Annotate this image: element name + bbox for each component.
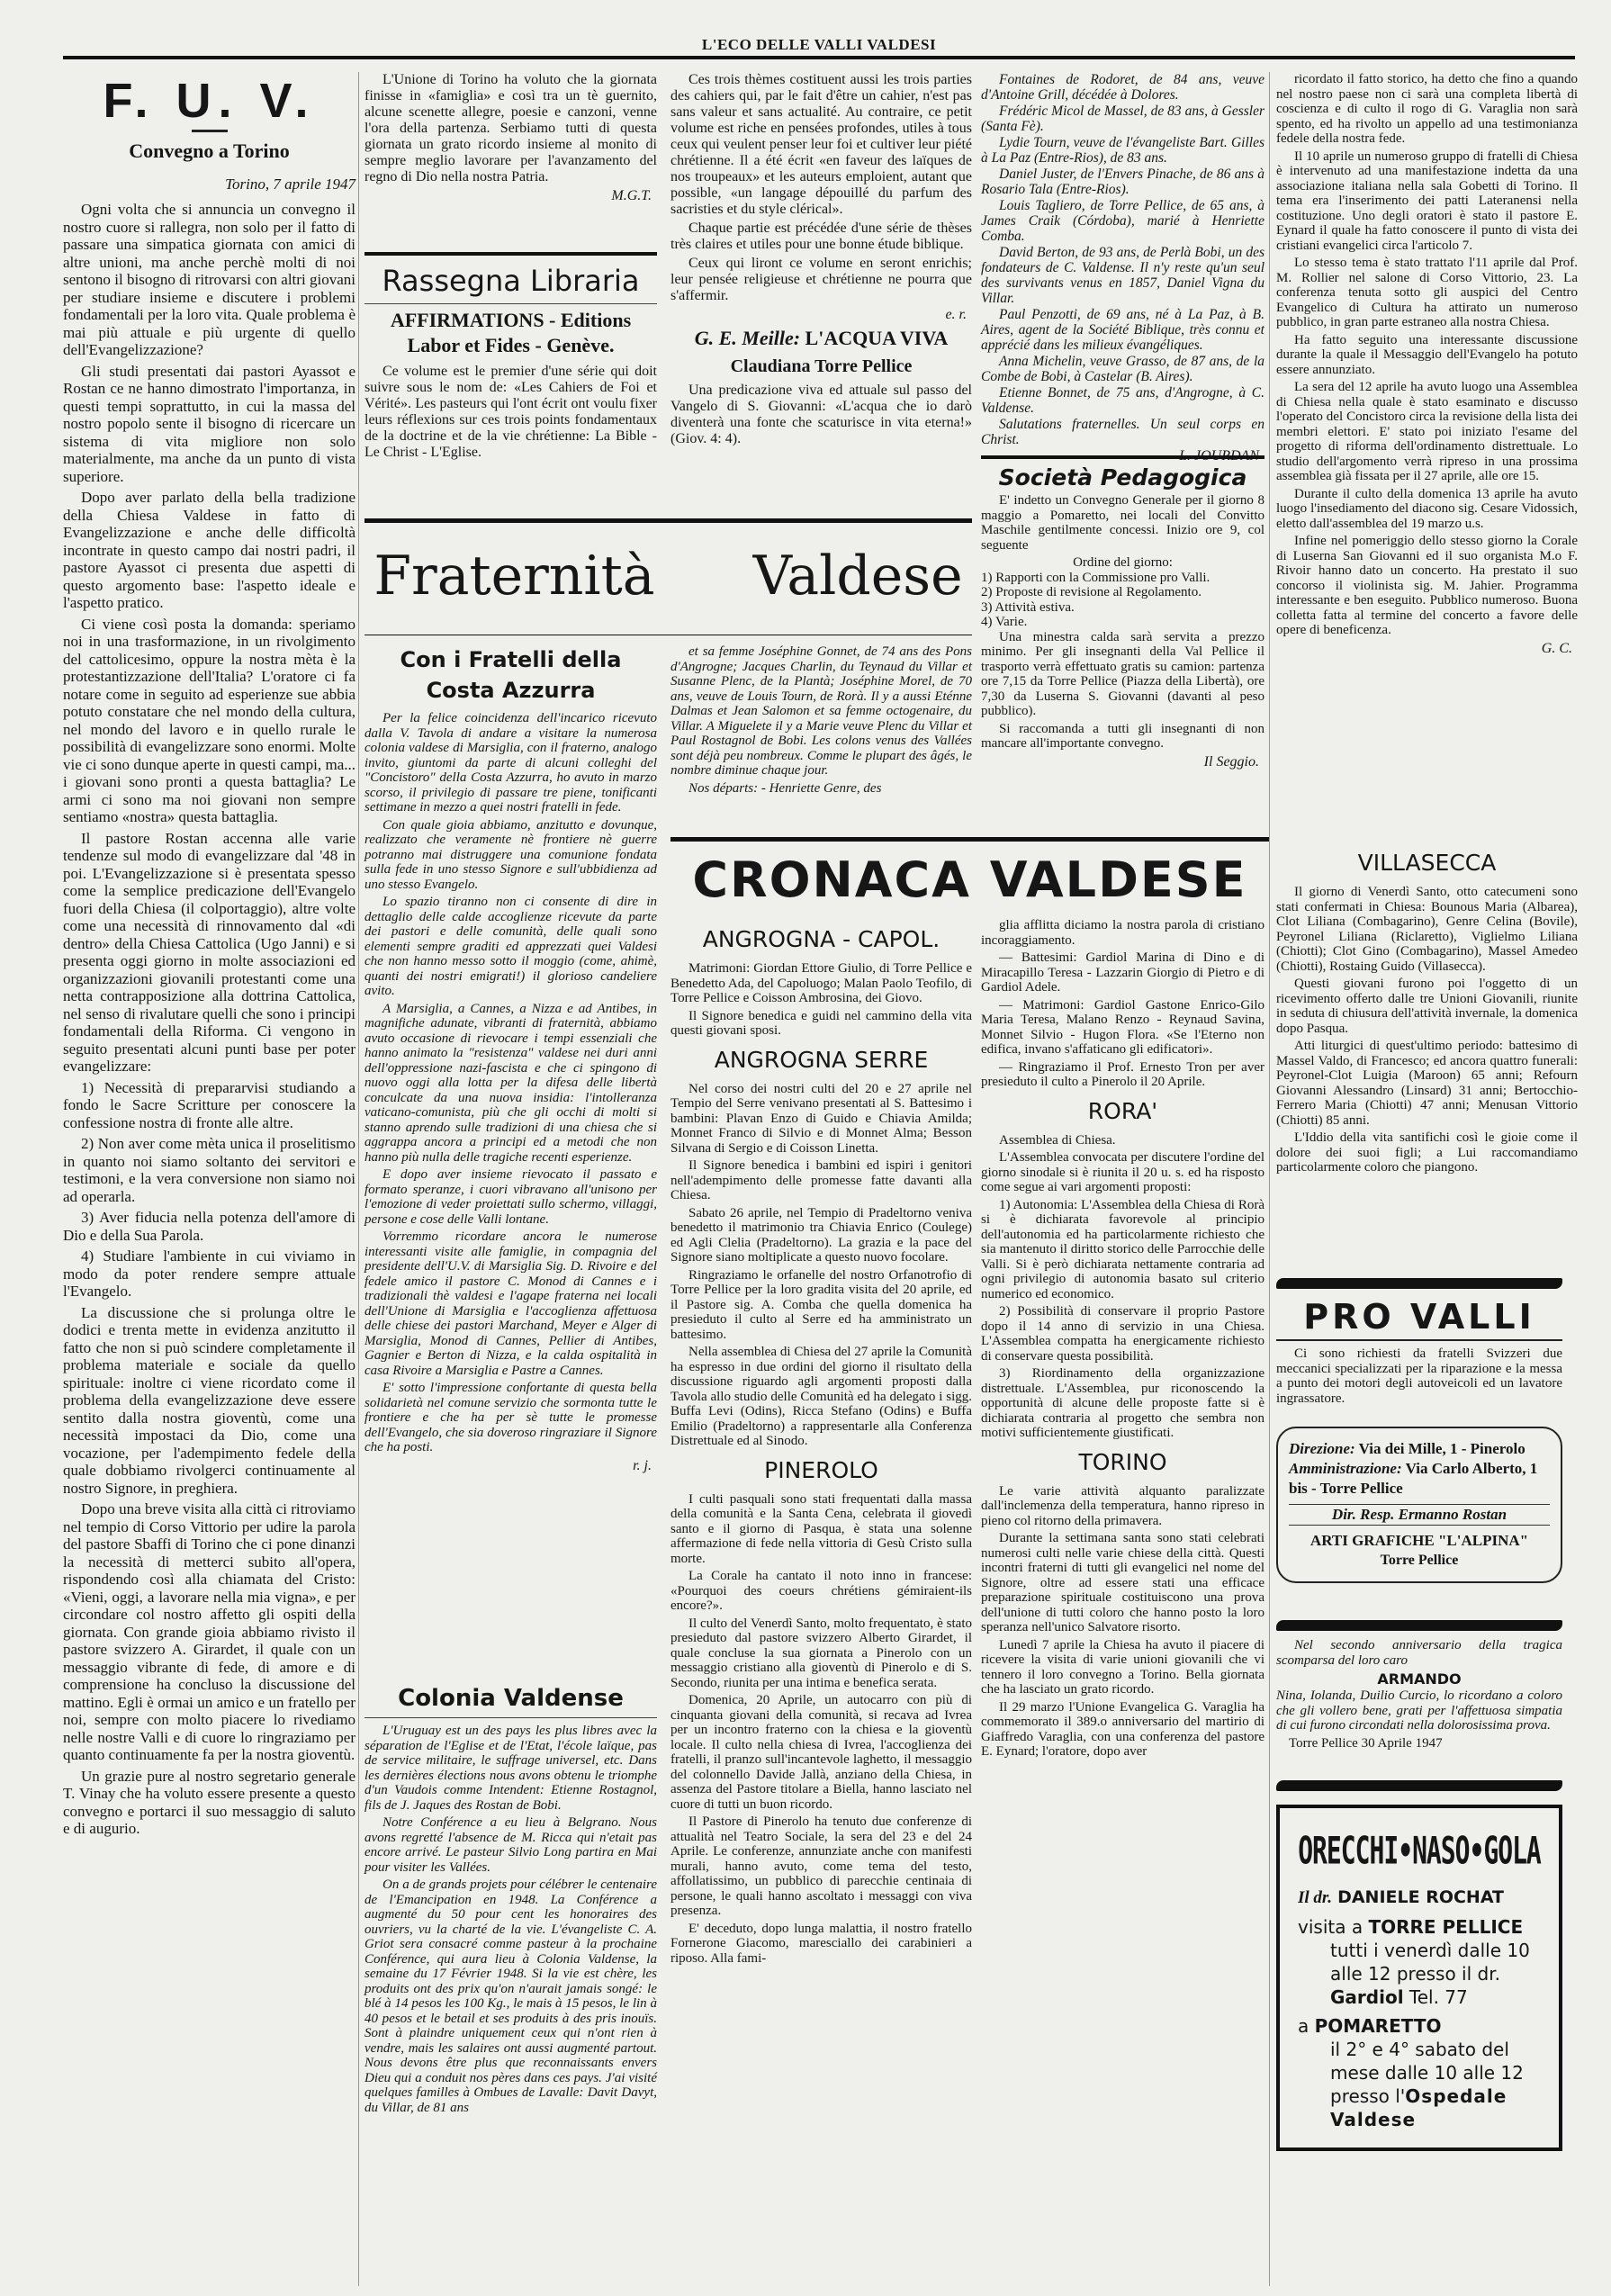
paragraph: A Marsiglia, a Cannes, a Nizza e ad Antibes, in magnifiche adunate, vibranti di fraternità, abbiamo avuto occasione di rievocare i tempi essenziali che hanno animato la "resistenza" valdese nei duri anni dell'oppressione nazi-fascista e che ci spingono di nuovo oggi alla lotta per la difesa delle libertà conculcate da una nuova insidia: l'intolleranza vaticano-comunista, più che gli occhi di molti si stanno aprendo sulle tradizioni di una chiesa che si aggrappa ancora a principi ed a metodi che non hanno più nulla delle tragiche recenti esperienze.	[364, 1001, 657, 1165]
paragraph: David Berton, de 93 ans, de Perlà Bobi, un des fondateurs de C. Valdense. Il n'y reste qu'un seul des survivants venus en 1857, Daniel Vigna du Villar.	[981, 245, 1264, 306]
paragraph: Fontaines de Rodoret, de 84 ans, veuve d'Antoine Grill, décédée à Dolores.	[981, 72, 1264, 103]
paragraph: Nella assemblea di Chiesa del 27 aprile la Comunità ha espresso in due ordini del giorno il risultato della discussione riguardo agli argomenti proposti dalla Tavola allo studio delle Comunità ed ha delegato i sigg. Buffa Levi (Odins), Ricca Stefano (Odins) e Buffa Emilio (Pradeltorno) a rappresentarle alla Conferenza Distrettuale ed al Sinodo.	[670, 1345, 972, 1448]
pro-valli	[1276, 1296, 1562, 1409]
paragraph: Il giorno di Venerdì Santo, otto catecumeni sono stati confermati in Chiesa: Bounous Maria (Albarea), Clot Liliana (Combagarino), Genre Celina (Bovile), Peyronel Liliana (Riclaretto), Viglielmo Liliana (Chiotti); Clot Gino (Combagarino), Massel Amedeo (Chiotti), Rostaing Guido (Villasecca).	[1276, 885, 1578, 974]
paragraph: Etienne Bonnet, de 75 ans, d'Angrogne, à C. Valdense.	[981, 385, 1264, 416]
printer: ARTI GRAFICHE "L'ALPINA"	[1310, 1532, 1529, 1549]
paragraph: Assemblea di Chiesa.	[999, 1132, 1116, 1148]
ad-place1-detail: tutti i venerdì dalle 10 alle 12 presso il	[1330, 1940, 1530, 1985]
masthead: L'ECO DELLE VALLI VALDESI	[701, 36, 937, 53]
signature: G. C.	[1541, 640, 1572, 656]
paragraph: I culti pasquali sono stati frequentati dalla massa della comunità e la Santa Cena, celebrata il giovedì santo e il giorno di Pasqua, è stata una solenne affermazione di fede nella vittoria di Gesù Cristo sulla morte.	[670, 1491, 972, 1566]
paragraph: Il Signore benedica i bambini ed ispiri i genitori nell'adempimento delle promesse fatte davanti alla Chiesa.	[670, 1158, 972, 1202]
fuv-title: F. U. V.	[103, 74, 316, 128]
fuv-subtitle: Convegno a Torino	[129, 140, 290, 162]
section-rule	[364, 518, 972, 523]
paragraph: La discussione che si prolunga oltre le dodici e trenta mette in evidenza anzitutto il fatto che non si può scindere completamente il problema materiale e sociale da quello spirituale: inoltre ci viene ricordato come il problema della evangelizzazione deve essere sentito dalla nostra gioventù, come una necessità impostaci da Dio, come una vocazione, per l'adempimento fedele della quale dobbiamo rivolgerci continuamente al nostro Signore, in preghiera.	[63, 1303, 356, 1497]
ad-visit-prefix: visita a	[1298, 1916, 1364, 1938]
paragraph: La Corale ha cantato il noto inno in francese: «Pourquoi des coeurs chrétiens gémiraient-ils encore?».	[670, 1569, 972, 1613]
paragraph: — Battesimi: Gardiol Marina di Dino e di Miracapillo Teresa - Lazzarin Giorgio di Pietro e di Gardiol Adele.	[981, 950, 1264, 995]
paragraph: ricordato il fatto storico, ha detto che fino a quando nel nostro paese non ci sarà una completa libertà di coscienza e di culto il rogo di G. Varaglia non sarà spento, ed ha rivolto un appello ad una testimonianza fedele della nostra fede.	[1276, 72, 1578, 146]
divider	[364, 1717, 657, 1718]
paragraph: Una minestra calda sarà servita a prezzo minimo. Per gli insegnanti della Val Pellice il trasporto verrà effettuato gratis su camion: partenza ore 7,15 da Torre Pellice (Piazza della Libertà), ore 7,30 da Luserna S. Giovanni (davanti al peso pubblico).	[981, 629, 1264, 718]
book2-publisher: Claudiana Torre Pellice	[730, 356, 913, 376]
paragraph: Questi giovani furono poi l'oggetto di un ricevimento offerto dalle tre Unioni Giovanili, riunite in seduta di chiusura dell'attività invernale, la domenica dopo Pasqua.	[1276, 977, 1578, 1036]
paragraph: E' sotto l'impressione confortante di questa bella solidarietà nel comune servizio che sormonta tutte le frontiere e che ha per sè tutte le promesse dell'Evangelo, che sia doveroso ringraziare il Signore che ha posti.	[364, 1381, 657, 1454]
paragraph: Daniel Juster, de l'Envers Pinache, de 86 ans à Rosario Tala (Entre-Rios).	[981, 167, 1264, 197]
paragraph: Si raccomanda a tutti gli insegnanti di non mancare all'importante convegno.	[981, 721, 1264, 751]
ad-doctor: DANIELE ROCHAT	[1337, 1887, 1505, 1907]
paragraph: Il culto del Venerdì Santo, molto frequentato, è stato presieduto dal pastore svizzero Alberto Girardet, il quale concluse la sua giornata a Pinerolo con un messaggio cristiano alla gioventù di Pinerolo e di S. Secondo, riunita per una intima e benefica serata.	[670, 1616, 972, 1690]
paragraph: Dopo aver parlato della bella tradizione della Chiesa Valdese in fatto di Evangelizzazione e anche delle difficoltà incontrate in questo campo dai nostri padri, il pastore Ayassot ci presenta due aspetti di questo argomento base: l'aspetto ideale e l'aspetto pratico.	[63, 489, 356, 611]
colonia-continuation	[670, 644, 972, 798]
paragraph: Ces trois thèmes costituent aussi les trois parties des cahiers qui, par le fait d'être un cahier, n'est pas sans valeur et sans actualité. Au contraire, ce petit volume est riche en pensées profondes, utiles à tous ceux qui veulent penser leur foi et cultiver leur piété chrétienne. Il a été écrit «en faveur des laïques de nos troupeaux» et les auteurs emploient, autant que possible, «un langage dépouillé du parfum des sacristies et du style clérical».	[670, 72, 972, 217]
fuv-dateline: Torino, 7 aprile 1947	[225, 176, 356, 193]
paragraph: Il 10 aprile un numeroso gruppo di fratelli di Chiesa è intervenuto ad una manifestazione indetta da una associazione italiana nella sala Gobetti di Torino. Il tema era l'inserimento dei patti Lateranensi nella costituzione. Uno degli oratori è stato il pastore E. Eynard il quale ha fatto conoscere il punto di vista dei cristiani evangelici circa l'articolo 7.	[1276, 149, 1578, 253]
ad-title: ORECCHI•NASO•GOLA	[1298, 1828, 1541, 1873]
societa-title: Società Pedagogica	[998, 464, 1247, 491]
divider-bar	[1276, 1780, 1562, 1791]
rassegna-title: Rassegna Libraria	[382, 264, 640, 298]
book2-heading	[670, 327, 972, 350]
fraternita-title: Fraternità Valdese	[374, 545, 963, 608]
section-rule	[364, 252, 657, 256]
paragraph: Ci sono richiesti da fratelli Svizzeri due meccanici specializzati per la riparazione e la messa a punto dei motori degli autoveicoli ed un lavatore ingrassatore.	[1276, 1346, 1562, 1406]
paragraph: Paul Penzotti, de 69 ans, né à La Paz, à B. Aires, agent de la Société Biblique, très connu et apprécié dans les milieux évangéliques.	[981, 307, 1264, 353]
paragraph: Notre Conférence a eu lieu à Belgrano. Nous avons regretté l'absence de M. Ricca qui n'etait pas encore arrivé. Le pasteur Silvio Long partira en Mai pour visiter les Vallées.	[364, 1815, 657, 1875]
divider	[364, 303, 657, 304]
ad-place2-detail: il 2° e 4° sabato del mese dalle 10 alle 12 presso l'	[1330, 2039, 1524, 2107]
ad-place2: POMARETTO	[1314, 2015, 1442, 2037]
book-title: AFFIRMATIONS - Editions Labor et Fides - Genève.	[390, 309, 632, 356]
fraternita-title-block	[364, 527, 972, 626]
paragraph: Nel corso dei nostri culti del 20 e 27 aprile nel Tempio del Serre venivano presentati al S. Battesimo i bambini: Plavan Enzo di Guido e Chiavia Amilda; Monnet Franco di Silvio e di Monnet Alma; Besson Silvana di Sergio e di Coisson Linetta.	[670, 1081, 972, 1156]
divider-bar	[1276, 1620, 1562, 1631]
paragraph: — Ringraziamo il Prof. Ernesto Tron per aver presieduto il culto a Pinerolo il 20 Aprile.	[981, 1059, 1264, 1089]
divider	[192, 130, 228, 132]
paragraph: — Matrimoni: Gardiol Gastone Enrico-Gilo Maria Teresa, Malano Renzo - Reynaud Savina, Monnet Silvio - Hugon Flora. «Se l'Eterno non edifica, invano s'affaticano gli edificatori».	[981, 997, 1264, 1057]
paragraph: 1) Autonomia: L'Assemblea della Chiesa di Rorà si è dichiarata favorevole al principio dell'autonomia ed ha particolarmente richiesto che sia mantenuto il diritto storico delle Parrocchie delle Valli. Si è però dichiarata nettamente contraria ad ogni privilegio di autonomia basato sul criterio numerico ed economico.	[981, 1197, 1264, 1301]
divider	[1276, 1339, 1562, 1341]
paragraph: L'Iddio della vita santifichi così le gioie come il dolore dei suoi figli; a Lui raccomandiamo particolarmente coloro che piangono.	[1276, 1130, 1578, 1175]
paragraph: Il pastore Rostan accenna alle varie tendenze sul modo di evangelizzare dal '48 in poi. L'Evangelizzazione si è presentata spesso come la semplice predicazione dell'Evangelo fuori della Chiesa (il colportaggio), altre volte come una necessità di rinnovamento dal «di dentro» della Chiesa Cattolica (Ugo Janni) e si presenta oggi giorno in molte associazioni ed organizzazioni giovanili protestanti come una netta contrapposizione alla dottrina Cattolica, nel senso di rivalutare quelli che sono i principi fondamentali della Riforma. Ci vengono in seguito presentati alcuni punti base per poter evangelizzare:	[63, 829, 356, 1075]
paragraph: 2) Non aver come mèta unica il proselitismo in quanto noi siamo soltanto dei servitori e testimoni, e la vera conversione non siamo noi ad operarla.	[63, 1135, 356, 1205]
fraternita-body	[364, 711, 657, 1455]
column-divider	[358, 72, 359, 2286]
cronaca-section	[981, 918, 1264, 1090]
column-divider	[1269, 72, 1270, 2286]
fraternita-subtitle: Con i Fratelli della Costa Azzurra	[400, 647, 622, 703]
paragraph: Durante la settimana santa sono stati celebrati numerosi culti nelle varie chiese della città. Questi incontri fraterni di tutti gli evangelici nel nome del Signore, oltre ad essere stati una efficace preparazione spirituale costituiscono una prova dell'unione di tutti coloro che hanno posto la loro speranza nell'unico Salvatore risorto.	[981, 1531, 1264, 1634]
colonia-valdense	[364, 1683, 657, 2118]
advertisement-rochat	[1276, 1805, 1562, 2151]
paragraph: 2) Possibilità di conservare il proprio Pastore dopo il 14 anno di servizio in una Chiesa. L'Assemblea compatta ha energicamente richiesto di conservare questa possibilità.	[981, 1304, 1264, 1364]
paragraph: Atti liturgici di quest'ultimo periodo: battesimo di Massel Valdo, di Francesco; ed ancora quattro funerali: Peyronel-Clot Luigia (Maroon) 65 anni; Refourn Giovanni Alessandro (Linsard) 31 anni; Bertocchio-Ferrero Maria (Chiotti) 47 anni; Menusan Vittorio (Chiotti) 85 anni.	[1276, 1039, 1578, 1128]
memorial-name: ARMANDO	[1377, 1670, 1462, 1688]
paragraph: Il Signore benedica e guidi nel cammino della vita questi giovani sposi.	[670, 1008, 972, 1038]
paragraph: Per la felice coincidenza dell'incarico ricevuto dalla V. Tavola di andare a visitare la numerosa colonia valdese di Marsiglia, con il fraterno, analogo invito, giuntomi da parte di alcuni colleghi del "Concistoro" della Costa Azzurra, ho avuto in marzo scorso, il privilegio di passare tre piene, tonificanti settimane in mezzo a quei nostri fratelli in fede.	[364, 711, 657, 815]
amministrazione-address: Via Carlo Alberto, 1 bis - Torre Pellice	[1289, 1460, 1538, 1497]
paragraph: Nos départs: - Henriette Genre, des	[688, 780, 882, 796]
agenda-item: 3) Attività estiva.	[981, 599, 1075, 615]
cronaca-column-right	[981, 918, 1264, 1762]
paragraph: Ogni volta che si annuncia un convegno il nostro cuore si rallegra, non solo per il fatto di passare una simpatica giornata con amici di altre unioni, ma anche perchè molti di noi sentono il bisogno di ritrovarsi con altri giovani per studiare insieme e discutere i problemi fondamentali per la loro vita. Quale problema è mai più attuale e più urgente di quello dell'Evangelizzazione?	[63, 201, 356, 358]
paragraph: Lo spazio tiranno non ci consente di dire in dettaglio delle calde accoglienze ricevute da parte dei pastori e delle comunità, delle quali sono elementi sempre graditi ed apprezzati quei Valdesi che non hanno messo sotto il moggio (come, ahimè, quanti dei nostri emigrati!) il glorioso candeliere avito.	[364, 895, 657, 998]
paragraph: L'Assemblea convocata per discutere l'ordine del giorno sinodale si è riunita il 20 u. s. ed ha risposto come segue ai vari argomenti proposti:	[981, 1150, 1264, 1194]
signature: M.G.T.	[611, 188, 652, 203]
villasecca-heading: VILLASECCA	[1357, 850, 1497, 876]
rassegna-continuation	[670, 72, 972, 450]
memorial-notice	[1276, 1638, 1562, 1751]
ad-place2-where: Ospedale Valdese	[1330, 2085, 1508, 2130]
paragraph: Durante il culto della domenica 13 aprile ha avuto luogo l'insediamento del diacono sig. Cesare Vidossich, eletto dall'assemblea del 19 marzo u.s.	[1276, 486, 1578, 531]
paragraph: 1) Necessità di prepararvisi studiando a fondo le Sacre Scritture per conoscere la confessione nostra di fronte alle altre.	[63, 1078, 356, 1131]
direzione-address: Via dei Mille, 1 - Pinerolo	[1358, 1440, 1526, 1457]
ad-place1: TORRE PELLICE	[1368, 1916, 1524, 1938]
paragraph: 4) Studiare l'ambiente in cui viviamo in modo da poter rendere sempre attuale l'Evangelo.	[63, 1247, 356, 1300]
memorial-text: Nina, Iolanda, Duilio Curcio, lo ricordano a coloro che gli vollero bene, grati per l'affettuosa simpatia di cui furono circondati nella dolorosissima prova.	[1276, 1688, 1562, 1733]
cronaca-section	[670, 1456, 972, 1967]
ad-place1-tel: Tel. 77	[1408, 1986, 1468, 2008]
memorial-dateline: Torre Pellice 30 Aprile 1947	[1289, 1735, 1443, 1751]
cronaca-section	[670, 1046, 972, 1449]
paragraph: Chaque partie est précédée d'une série de thèses très claires et utiles pour une bonne étude biblique.	[670, 221, 972, 252]
ad-place1-doc: Gardiol	[1330, 1986, 1404, 2008]
section-rule	[670, 837, 1269, 842]
cronaca-title-block	[670, 844, 1269, 916]
paragraph: et sa femme Joséphine Gonnet, de 74 ans des Pons d'Angrogne; Jacques Charlin, du Teynaud du Villar et Susanne Plenc, de la Plantà; Joséphine Morel, de 70 ans, veuve de Louis Tourn, de Rorà. Il y a aussi Eténne Dalmas et Jean Salomon et sa femme octogenaire, du Villar. A Miguelete il y a Marie veuve Plenc du Villar et Paul Rostagnol de Bobi. Les colons venus des Vallées sont déjà peu nombreux. Comme le plupart des âgés, le nombre diminue chaque jour.	[670, 644, 972, 778]
paragraph: Matrimoni: Giordan Ettore Giulio, di Torre Pellice e Benedetto Ada, del Capoluogo; Malan Paolo Teofilo, di Torre Pellice e Coisson Ambrosina, dei Giovo.	[670, 961, 972, 1005]
paragraph: Le varie attività alquanto paralizzate dall'inclemenza della temperatura, hanno ripreso in pieno col ritorno della primavera.	[981, 1483, 1264, 1528]
direzione-label: Direzione:	[1289, 1440, 1355, 1457]
paragraph: Un grazie pure al nostro segretario generale T. Vinay che ha voluto essere presente a questo convegno e portarci il suo messaggio di saluto e di augurio.	[63, 1767, 356, 1837]
paragraph: Con quale gioia abbiamo, anzitutto e dovunque, realizzato che veramente nè frontiere nè guerre potranno mai distruggere una comunione fondata sulla fede in uno stesso Signore e sull'ubbidienza ad uno stesso Evangelo.	[364, 817, 657, 892]
signature: r. j.	[633, 1457, 652, 1473]
paragraph: Ce volume est le premier d'une série qui doit suivre sous le nom de: «Les Cahiers de Foi et Vérité». Les pasteurs qui l'ont écrit ont voulu fixer leurs réflexions sur ces trois points fondamentaux de la doctrine et de la vie chrétienne: La Bible - Le Christ - L'Eglise.	[364, 364, 657, 460]
paragraph: Domenica, 20 Aprile, un autocarro con più di cinquanta giovani della comunità, si recava ad Ivrea per un incontro fraterno con la chiesa e la gioventù locale. Il culto nella chiesa di Ivrea, l'accoglienza dei fratelli, il pranzo sull'incantevole laghetto, il messaggio del colonnello Davide Jallà, anziano della Chiesa, in assenza del Pastore titolare a Biella, hanno lasciato nel cuore di tutti un buon ricordo.	[670, 1693, 972, 1812]
printer-city: Torre Pellice	[1380, 1553, 1459, 1568]
cronaca-column-left	[670, 918, 972, 1968]
signature: e. r.	[945, 307, 967, 322]
ad-place2-prefix: a	[1298, 2015, 1310, 2037]
paragraph: L'Uruguay est un des pays les plus libres avec la séparation de l'Eglise et de l'Etat, l'école laïque, pas de service militaire, le suffrage universel, etc. Dans les dernières élections nous avons obtenu le triomphe d'un Vaudois comme Intendent: Etienne Rostagnol, fils de J. Jaques des Rostan de Bobi.	[364, 1724, 657, 1813]
paragraph: Ci viene così posta la domanda: speriamo noi in una trasformazione, in un rivolgimento del cattolicesimo, oppure la nostra mèta è la protestantizzazione dell'Italia? L'oratore ci fa notare come in seguito ad esperienze sue abbia potuto constatare che nel mondo della cultura, nel mondo del lavoro e in quello rurale le possibilità di evangelizzare sono enormi. Molte vie ci sono dunque aperte in questi campi, ma... i giovani sono pronti a questa battaglia? Le armi ci sono ma noi giovani non sempre sentiamo «nostra» questa battaglia.	[63, 615, 356, 825]
rassegna-libraria	[364, 261, 657, 464]
paragraph: Ringraziamo le orfanelle del nostro Orfanotrofio di Torre Pellice per la loro gradita visita del 20 aprile, ed il Pastore sig. A. Comba che quella domenica ha presieduto il culto al Serre ed ha amministrato un battesimo.	[670, 1267, 972, 1342]
article-fuv	[63, 72, 356, 1841]
section-heading: ANGROGNA - CAPOL.	[702, 926, 940, 952]
paragraph: 3) Riordinamento della organizzazione distrettuale. L'Assemblea, pur riconoscendo la opportunità di alcune delle proposte fatte si è dichiarata contraria al progetto che sembra non motivi sufficientemente giustificati.	[981, 1366, 1264, 1440]
villasecca	[1276, 842, 1578, 1178]
paragraph: Una predicazione viva ed attuale sul passo del Vangelo di S. Giovanni: «L'acqua che io darò diventerà una fonte che scaturisce in vita eterna!» (Giov. 4: 4).	[670, 383, 972, 446]
societa-pedagogica	[981, 463, 1264, 770]
paragraph: Ceux qui liront ce volume en seront enrichis; leur pensée religieuse et chrétienne ne pourra que s'affermir.	[670, 256, 972, 303]
paragraph: E' indetto un Convegno Generale per il giorno 8 maggio a Pomaretto, nei locali del Convitto Maschile gentilmente concessi. Inizio ore 9, col seguente	[981, 493, 1264, 553]
cronaca-section	[981, 1448, 1264, 1760]
paragraph: Il Pastore di Pinerolo ha tenuto due conferenze di attualità nel Teatro Sociale, la sera del 23 e del 24 Aprile. Le conferenze, annunziate anche con manifesti murali, hanno avuto, come tema del testo, affollatissimo, un pubblico di parecchie centinaia di persone, le quali hanno ascoltato i messaggi con viva presenza.	[670, 1814, 972, 1918]
director: Dir. Resp. Ermanno Rostan	[1289, 1504, 1550, 1526]
obituaries-block	[981, 72, 1264, 464]
divider-bar	[1276, 1278, 1562, 1289]
agenda-item: 1) Rapporti con la Commissione pro Valli.	[981, 570, 1210, 585]
amministrazione-label: Amministrazione:	[1289, 1460, 1402, 1477]
paragraph: Lydie Tourn, veuve de l'évangeliste Bart. Gilles à La Paz (Entre-Rios), de 83 ans.	[981, 135, 1264, 166]
memorial-intro: Nel secondo anniversario della tragica scomparsa del loro caro	[1276, 1638, 1562, 1668]
masthead-rule	[63, 56, 1575, 59]
paragraph: 3) Aver fiducia nella potenza dell'amore di Dio e della Sua Parola.	[63, 1209, 356, 1244]
paragraph: E dopo aver insieme rievocato il passato e formato speranze, i cuori vibravano all'unisono per l'emozione di veder proiettati sullo schermo, villaggi, persone e cose delle Valli lontane.	[364, 1167, 657, 1227]
paragraph: La sera del 12 aprile ha avuto luogo una Assemblea di Chiesa nella quale è stato esaminato e discusso l'operato del Concistoro circa la revisione della lista dei membri elettori. E' stato poi iniziato l'esame del progetto di riforma dell'ordinamento distrettuale. Lo studio dell'argomento verrà ripreso in una prossima assemblea già fissata per il 27 aprile, alle ore 15.	[1276, 380, 1578, 483]
fraternita-article	[364, 644, 657, 1474]
colonia-title: Colonia Valdense	[398, 1685, 624, 1712]
cronaca-section	[670, 925, 972, 1039]
paragraph: Lo stesso tema è stato trattato l'11 aprile dal Prof. M. Rollier nel salone di Corso Vittorio, 23. La conferenza tenuta sotto gli auspici del Centro Evangelico di Cultura ha attirato un numeroso pubblico, in gran parte estraneo alla nostra Chiesa.	[1276, 256, 1578, 329]
paragraph: Salutations fraternelles. Un seul corps en Christ.	[981, 417, 1264, 447]
agenda-title: Ordine del giorno:	[1073, 555, 1173, 570]
imprint-box	[1276, 1427, 1562, 1583]
paragraph: On a de grands projets pour célébrer le centenaire de l'Emancipation en 1948. La Conférence a augmenté du 50 pour cent les honoraires des ouvriers, vu la charté de la vie. L'évangeliste C. A. Griot sera consacré comme pasteur à la prochaine Conférence, qui aura lieu à Colonia Valdense, la semaine du 17 Février 1948. Si la vie est chère, les produits ont des prix qu'on n'aurait jamais songé: le blé à 14 pesos les 100 Kg., le mais à 15 pesos, le lin à 40 pesos et le betail et ses produits à des pris inouïs. Sont à plaindre uniquement ceux qui n'ont rien à vendre, mais les salaires ont aussi augmenté partout. Nous devons être plus que reconnaissants envers Dieu qui a conduit nos pères dans ces pays. J'ai visité quelques familles à Ombues de Lavalle: Davit Davyt, du Villar, de 81 ans	[364, 1877, 657, 2115]
ad-place1-doc-prefix: dr.	[1477, 1963, 1500, 1985]
paragraph: E' deceduto, dopo lunga malattia, il nostro fratello Fornerone Giacomo, maresciallo dei carabinieri a riposo. Alla fami-	[670, 1921, 972, 1966]
section-heading: PINEROLO	[764, 1456, 878, 1483]
paragraph: Anna Michelin, veuve Grasso, de 87 ans, de la Combe de Bobi, à Castelar (B. Aires).	[981, 354, 1264, 384]
pro-valli-title: PRO VALLI	[1303, 1297, 1535, 1337]
agenda-item: 2) Proposte di revisione al Regolamento.	[981, 585, 1202, 599]
agenda-item: 4) Varie.	[981, 615, 1028, 629]
ad-doctor-prefix: Il dr.	[1298, 1888, 1333, 1907]
torino-continuation	[1276, 72, 1578, 657]
obituaries	[981, 72, 1264, 447]
paragraph: Vorremmo ricordare ancora le numerose interessanti visite alle famiglie, in compagnia del presidente dell'U.V. di Marsiglia Sig. D. Rivoire e del fedele amico il pastore C. Monod di Cannes e i tradizionali thè valdesi e l'agape fraterna nei locali dell'Unione di Marsiglia e l'accoglienza affettuosa delle chiese dei pastori Marchand, Meyer e Alger di Marsiglia, Monod di Cannes, Pellier di Antibes, Gagnier e Berton di Nizza, e la calda ospitalità in casa Rivoire a Marsiglia e Pastre a Cannes.	[364, 1229, 657, 1378]
section-heading: ANGROGNA SERRE	[714, 1046, 929, 1073]
fuv-body	[63, 201, 356, 1838]
cronaca-section	[981, 1097, 1264, 1441]
cronaca-title: CRONACA VALDESE	[692, 851, 1247, 908]
paragraph: Infine nel pomeriggio dello stesso giorno la Corale di Luserna San Giovanni ed il suo organista M.o F. Rivoir hanno dato un concerto. Ha prestato il suo concorso il violinista sig. M. Jahier. Programma interessante e ben eseguito. Pubblico numeroso. Buona colletta fatta al termine del concerto a favore delle opere di beneficenza.	[1276, 534, 1578, 637]
section-heading: TORINO	[1078, 1448, 1167, 1475]
fuv-continuation	[364, 72, 657, 204]
paragraph: Dopo una breve visita alla città ci ritroviamo nel tempio di Corso Vittorio per udire la parola del pastore Sbaffi di Torino che ci pone dinanzi la necessità di metterci subito all'opera, rispondendo così alla chiamata del Cristo: «Vieni, oggi, a lavorare nella mia vigna», e per circondare col nostro affetto gli ospiti della giornata. Con grande gioia abbiamo rivisto il pastore svizzero A. Girardet, il quale con un messaggio vibrante di fede, di amore e di comprensione ha concluso la discussione del mattino. Egli è ormai un amico e un fratello per noi, sempre con molto piacere lo rivediamo nelle nostre Valli e di cuore lo ringraziamo per quanto continuamente fa per la nostra gioventù.	[63, 1500, 356, 1763]
section-rule	[981, 455, 1264, 459]
paragraph: Lunedì 7 aprile la Chiesa ha avuto il piacere di ricevere la visita di varie unioni giovanili che vi tennero il loro convegno a Torino. Bella giornata che ha lasciato un grato ricordo.	[981, 1637, 1264, 1697]
section-heading: RORA'	[1087, 1097, 1158, 1124]
paragraph: Sabato 26 aprile, nel Tempio di Pradeltorno veniva benedetto il matrimonio tra Chiavia Enrico (Coulege) ed Agli Clelia (Pradeltorno). La grazia e la pace del Signore siano moltiplicate a questo nuovo focolare.	[670, 1205, 972, 1265]
paragraph: Louis Tagliero, de Torre Pellice, de 65 ans, à James Craik (Córdoba), marié à Henriette Comba.	[981, 198, 1264, 244]
book2-author: G. E. Meille:	[694, 327, 801, 349]
book2-title: L'ACQUA VIVA	[805, 327, 949, 349]
paragraph: Gli studi presentati dai pastori Ayassot e Rostan ce ne hanno dimostrato l'importanza, in questi tempi soprattutto, in cui la massa del nostro popolo sente il bisogno di ricercare un sistema di vita migliore non solo materialmente, ma anche da un punto di vista superiore.	[63, 362, 356, 485]
paragraph: Il 29 marzo l'Unione Evangelica G. Varaglia ha commemorato il 389.o anniversario del martirio di Giaffredo Varaglia, con una conferenza del pastore E. Eynard; l'oratore, dopo aver	[981, 1699, 1264, 1759]
paragraph: Frédéric Micol de Massel, de 83 ans, à Gessler (Santa Fè).	[981, 104, 1264, 134]
paragraph: L'Unione di Torino ha voluto che la giornata finisse in «famiglia» e così tra un tè guernito, alcune scenette allegre, poesie e canzoni, venne l'ora della partenza. Serbiamo tutti di questa giornata un grato ricordo insieme al monito di sempre meglio lavorare per l'avanzamento del regno di Dio nella nostra Patria.	[364, 72, 657, 185]
signature: Il Seggio.	[1203, 753, 1259, 770]
paragraph: glia afflitta diciamo la nostra parola di cristiano incoraggiamento.	[981, 918, 1264, 948]
paragraph: Ha fatto seguito una interessante discussione durante la quale il Messaggio dell'Evangelo ha potuto essere annunziato.	[1276, 332, 1578, 377]
